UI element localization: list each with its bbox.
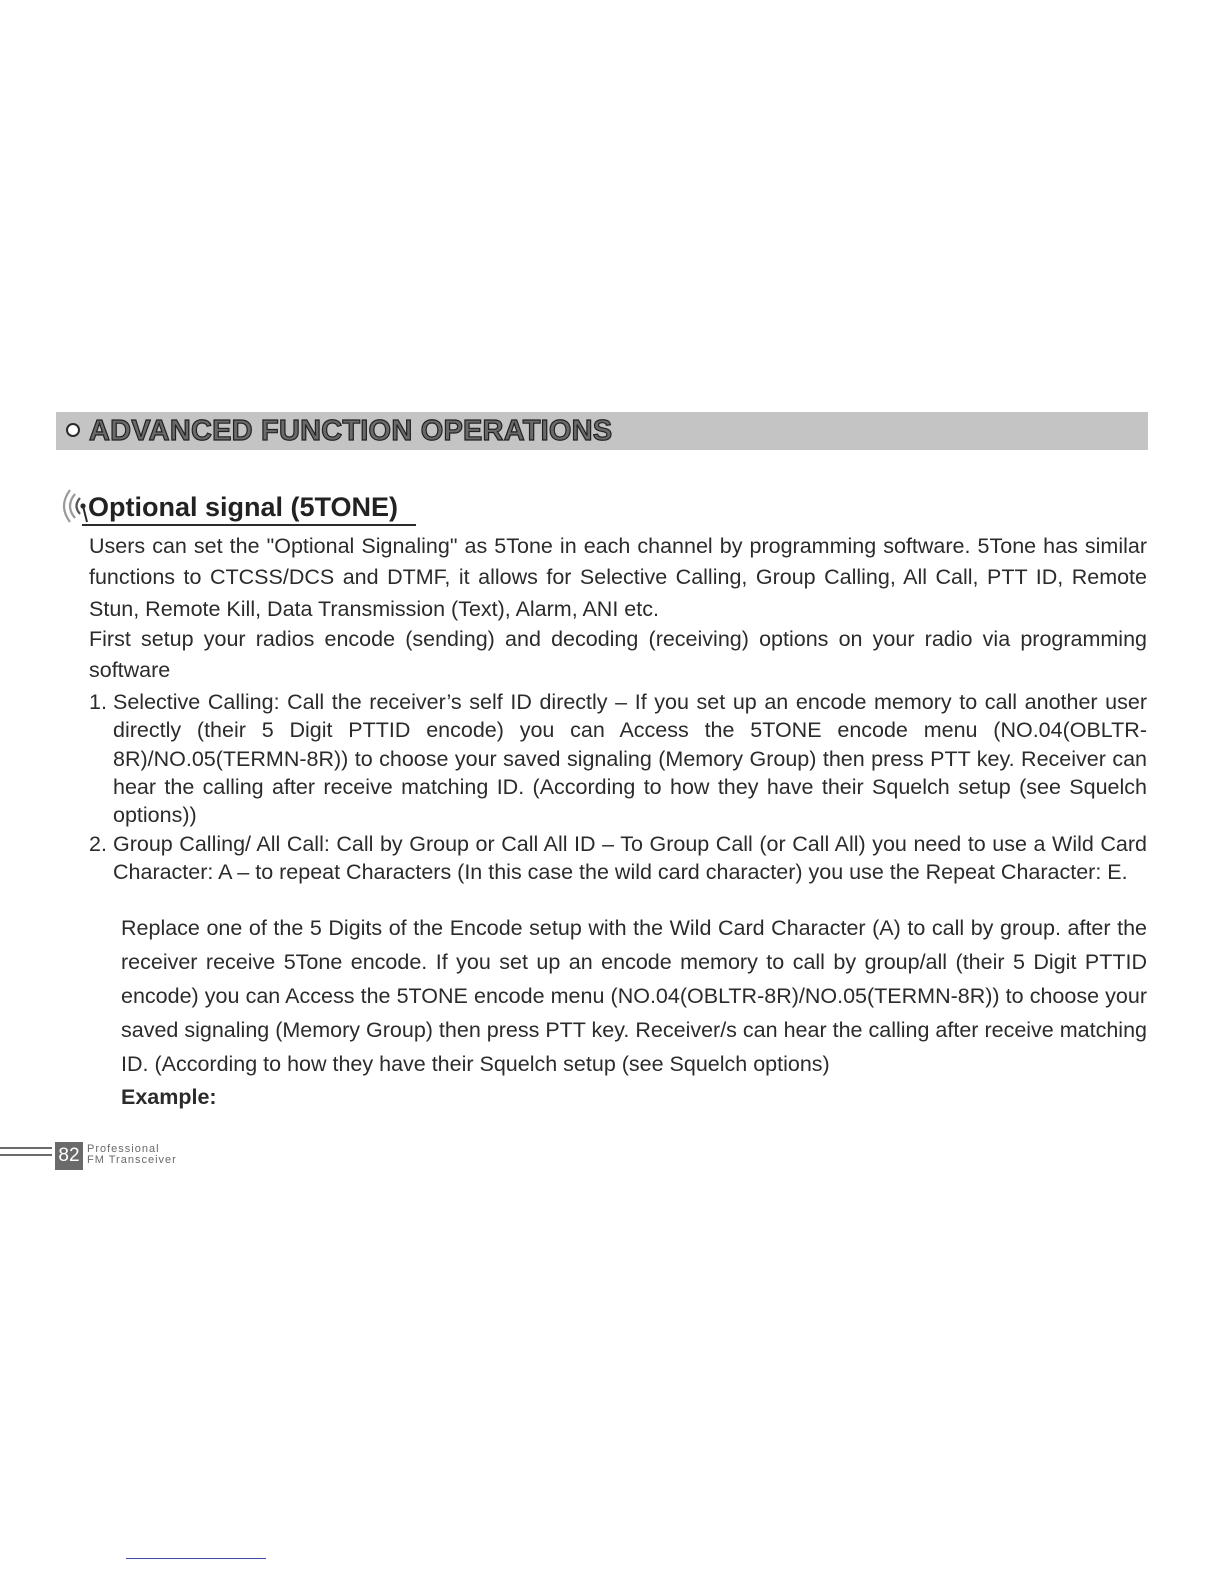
signal-wave-icon (56, 486, 90, 526)
bottom-divider (126, 1558, 266, 1559)
page-number: 82 (55, 1142, 83, 1170)
footer-rule (0, 1147, 52, 1161)
list-item (89, 830, 1147, 887)
example-label: Example: (121, 1085, 217, 1109)
list-item-text: Selective Calling: Call the receiver’s self ID directly – If you set up an encode memory to call another user directly (their 5 Digit PTTID encode) you can Access the 5TONE encode menu (NO.04(OBLTR-8R)/NO.05(TERMN-8R)) to choose your saved signaling (Memory Group) then press PTT key. Receiver can hear the calling after receive matching ID. (According to how they have their Squelch setup (see Squelch options)) (113, 690, 1147, 828)
list-item-text: Group Calling/ All Call: Call by Group or Call All ID – To Group Call (or Call All) you need to use a Wild Card Character: A – to repeat Characters (In this case the wild card character) you use the Repeat Character: E. (113, 832, 1147, 885)
group-calling-paragraph: Replace one of the 5 Digits of the Encode setup with the Wild Card Character (A) to call by group. after the receiver receive 5Tone encode. If you set up an encode memory to call by group/all (their 5 Digit PTTID encode) you can Access the 5TONE encode menu (NO.04(OBLTR-8R)/NO.05(TERMN-8R)) to choose your saved signaling (Memory Group) then press PTT key. Receiver/s can hear the calling after receive matching ID. (According to how they have their Squelch setup (see Squelch options) (121, 916, 1147, 1077)
list-number: 1. (89, 690, 107, 714)
subsection-underline (82, 524, 416, 526)
circle-bullet-icon (66, 423, 80, 437)
subsection-title: Optional signal (5TONE) (88, 492, 399, 522)
list-number: 2. (89, 832, 107, 856)
footer-brand-line-2: FM Transceiver (87, 1154, 177, 1166)
subsection-heading (56, 486, 436, 526)
footer-brand (87, 1144, 177, 1166)
section-header-bar (56, 412, 1148, 450)
list-item (89, 688, 1147, 829)
intro-paragraph-2: First setup your radios encode (sending) and decoding (receiving) options on your radio via programming software (89, 627, 1147, 683)
section-title: ADVANCED FUNCTION OPERATIONS (89, 415, 613, 447)
footer-brand-line-1: Professional (87, 1143, 160, 1155)
intro-paragraph-1: Users can set the "Optional Signaling" as 5Tone in each channel by programming software. 5Tone has similar functions to CTCSS/DCS and DTMF, it allows for Selective Calling, Group Calling, All Call, PTT ID, Remote Stun, Remote Kill, Data Transmission (Text), Alarm, ANI etc. (89, 534, 1147, 621)
